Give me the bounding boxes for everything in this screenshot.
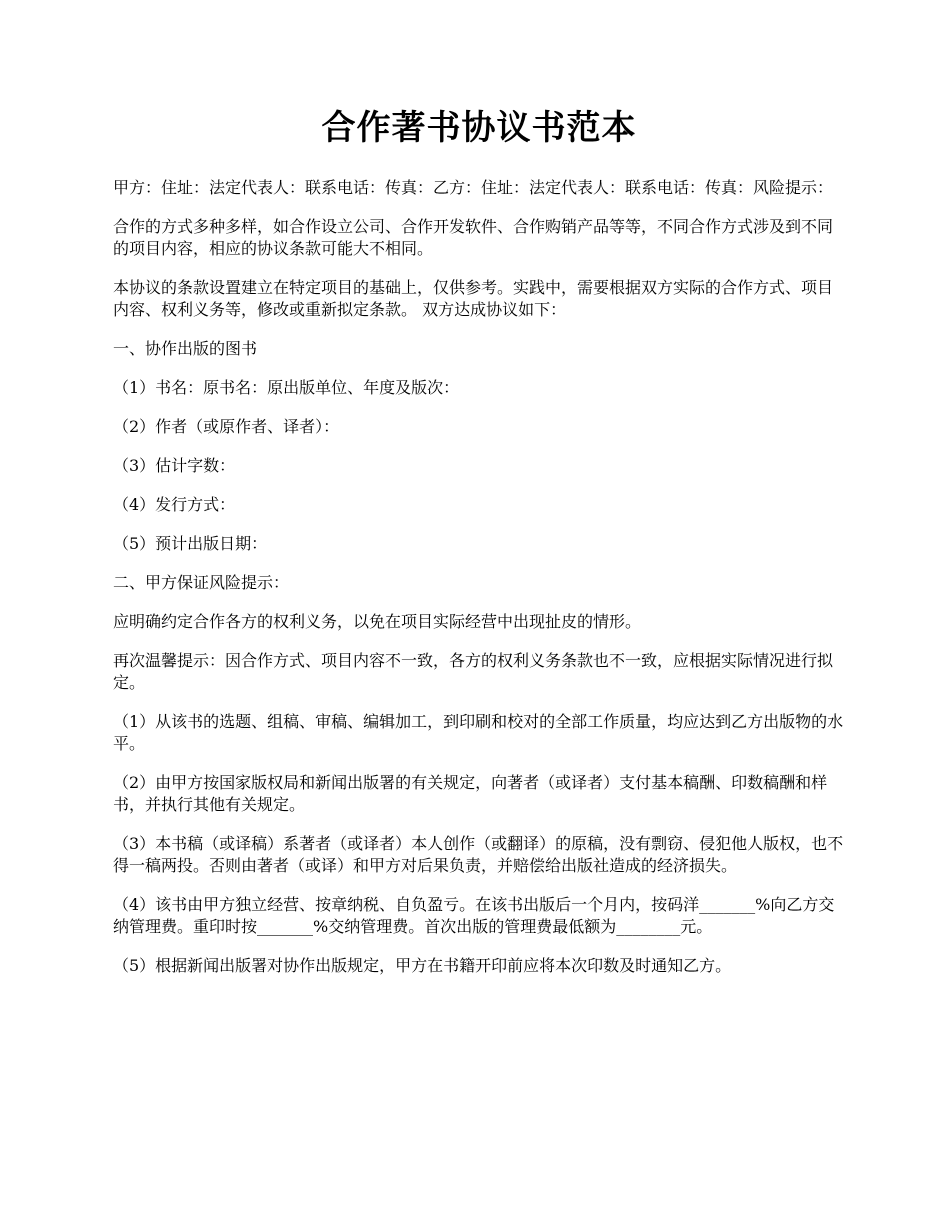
clause-book-name: （1）书名：原书名：原出版单位、年度及版次：	[113, 377, 460, 397]
clause-print-notice: （5）根据新闻出版署对协作出版规定，甲方在书籍开印前应将本次印数及时通知乙方。	[113, 955, 732, 975]
clause-royalties: （2）由甲方按国家版权局和新闻出版署的有关规定，向著者（或译者）支付基本稿酬、印数稿酬和样书，并执行其他有关规定。	[113, 772, 828, 814]
reminder-paragraph: 再次温馨提示：因合作方式、项目内容不一致，各方的权利义务条款也不一致，应根据实际情况进行拟定。	[113, 650, 834, 692]
cooperation-methods-paragraph: 合作的方式多种多样，如合作设立公司、合作开发软件、合作购销产品等等，不同合作方式涉及到不同的项目内容，相应的协议条款可能大不相同。	[113, 216, 834, 258]
clause-word-count: （3）估计字数：	[113, 455, 236, 475]
clause-publish-date: （5）预计出版日期：	[113, 533, 268, 553]
party-info-paragraph: 甲方：住址：法定代表人：联系电话：传真：乙方：住址：法定代表人：联系电话：传真：风险提示：	[113, 177, 834, 197]
clause-author: （2）作者（或原作者、译者）：	[113, 416, 340, 436]
document-title: 合作著书协议书范本	[321, 108, 637, 148]
terms-reference-paragraph: 本协议的条款设置建立在特定项目的基础上，仅供参考。实践中，需要根据双方实际的合作方式、项目内容、权利义务等，修改或重新拟定条款。 双方达成协议如下：	[113, 277, 834, 319]
document-page	[113, 108, 845, 994]
section-heading-guarantee: 二、甲方保证风险提示：	[113, 572, 290, 592]
clause-distribution: （4）发行方式：	[113, 494, 236, 514]
clause-originality: （3）本书稿（或译稿）系著者（或译者）本人创作（或翻译）的原稿，没有剽窃、侵犯他人版权，也不得一稿两投。否则由著者（或译）和甲方对后果负责，并赔偿给出版社造成的经济损失。	[113, 833, 844, 875]
clause-quality: （1）从该书的选题、组稿、审稿、编辑加工，到印刷和校对的全部工作质量，均应达到乙方出版物的水平。	[113, 711, 844, 753]
clause-management-fee: （4）该书由甲方独立经营、按章纳税、自负盈亏。在该书出版后一个月内，按码洋_______%向乙方交纳管理费。重印时按_______%交纳管理费。首次出版的管理费最低额为________元。	[113, 894, 835, 936]
rights-obligations-paragraph: 应明确约定合作各方的权利义务，以免在项目实际经营中出现扯皮的情形。	[113, 611, 642, 631]
section-heading-books: 一、协作出版的图书	[113, 338, 258, 358]
